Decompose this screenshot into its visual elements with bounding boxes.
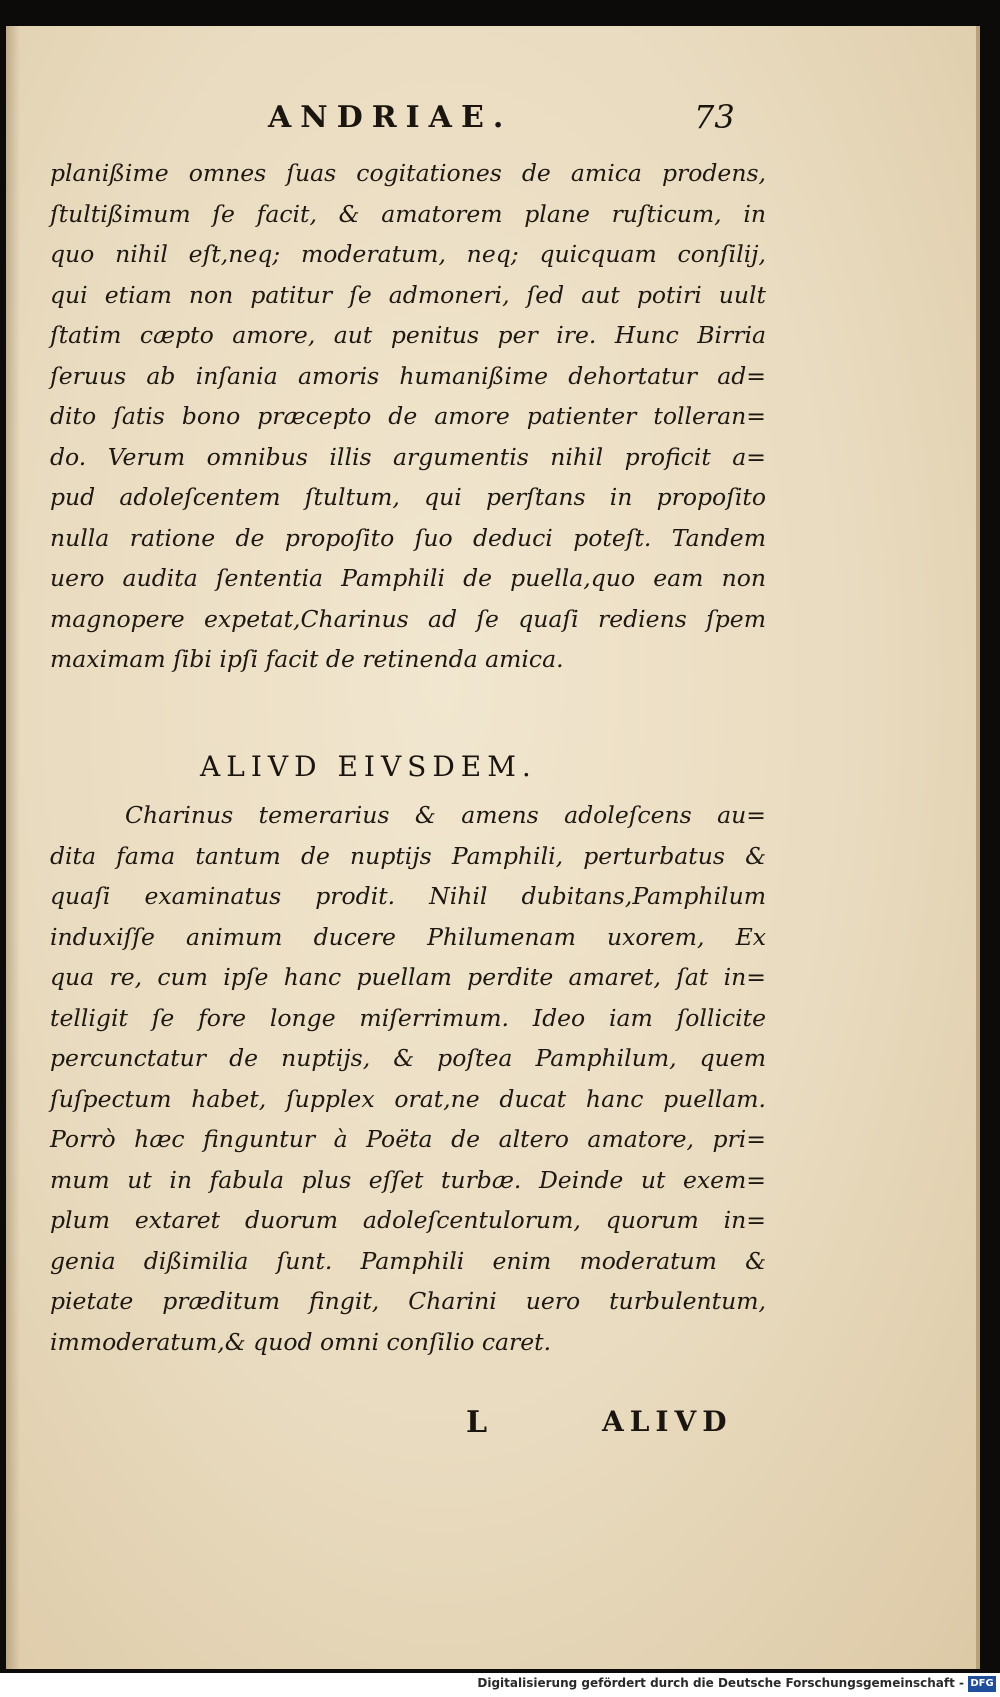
footer-bar — [0, 1673, 1000, 1697]
text-line: do. Verum omnibus illis argumentis nihil proficit a= — [50, 442, 766, 471]
running-head: ANDRIAE. — [268, 100, 513, 135]
footer-credit: Digitalisierung gefördert durch die Deutsche Forschungsgemeinschaft - — [477, 1676, 964, 1690]
text-line: ſtatim cæpto amore, aut penitus per ire. Hunc Birria — [50, 321, 766, 349]
text-line: Porrò hæc finguntur à Poëta de altero amatore, pri= — [50, 1125, 766, 1153]
page-number: 73 — [694, 98, 735, 136]
text-line: ſuſpectum habet, ſupplex orat,ne ducat hanc puellam. — [50, 1084, 766, 1113]
text-line: telligit ſe fore longe miſerrimum. Ideo iam ſollicite — [50, 1003, 766, 1032]
text-line: qui etiam non patitur ſe admoneri, ſed aut potiri uult — [50, 280, 766, 309]
text-line: dito ſatis bono præcepto de amore patienter tolleran= — [50, 402, 766, 430]
section-heading: ALIVD EIVSDEM. — [200, 750, 537, 783]
text-line: dita fama tantum de nuptijs Pamphili, perturbatus & — [50, 841, 766, 870]
text-line: ſtultißimum ſe facit, & amatorem plane ruſticum, in — [50, 199, 766, 228]
text-line: maximam ſibi ipſi facit de retinenda amica. — [50, 645, 564, 673]
text-line: planißime omnes ſuas cogitationes de amica prodens, — [50, 159, 766, 187]
text-line: quo nihil eſt,neq; moderatum, neq; quicquam conſilij, — [50, 240, 766, 268]
text-line: mum ut in fabula plus eſſet turbæ. Deinde ut exem= — [50, 1165, 766, 1194]
text-line: genia dißimilia ſunt. Pamphili enim moderatum & — [50, 1246, 766, 1275]
catchwords-row — [0, 1405, 1000, 1455]
text-line: plum extaret duorum adoleſcentulorum, quorum in= — [50, 1206, 766, 1234]
text-line: qua re, cum ipſe hanc puellam perdite amaret, ſat in= — [50, 963, 766, 991]
text-line: magnopere expetat,Charinus ad ſe quaſi rediens ſpem — [50, 604, 766, 633]
paragraph-aliud-eiusdem — [50, 795, 766, 1362]
text-line: Charinus temerarius & amens adoleſcens au= — [125, 801, 766, 829]
page-header — [0, 100, 1000, 150]
text-line: quaſi examinatus prodit. Nihil dubitans,Pamphilum — [50, 882, 766, 910]
text-line: ſeruus ab inſania amoris humanißime dehortatur ad= — [50, 361, 766, 390]
dfg-logo-icon: DFG — [968, 1676, 996, 1692]
text-line: percunctatur de nuptijs, & poſtea Pamphilum, quem — [50, 1044, 766, 1072]
text-line: pud adoleſcentem ſtultum, qui perſtans in propoſito — [50, 483, 766, 511]
text-line: immoderatum,& quod omni conſilio caret. — [50, 1327, 552, 1356]
text-line: nulla ratione de propoſito ſuo deduci poteſt. Tandem — [50, 523, 766, 552]
text-line: induxiſſe animum ducere Philumenam uxorem, Ex — [50, 922, 766, 951]
paragraph-argument — [50, 153, 766, 680]
text-line: uero audita ſententia Pamphili de puella,quo eam non — [50, 564, 766, 592]
text-line: pietate præditum fingit, Charini uero turbulentum, — [50, 1287, 766, 1315]
catchword: ALIVD — [602, 1405, 733, 1438]
signature-mark: L — [466, 1405, 488, 1440]
